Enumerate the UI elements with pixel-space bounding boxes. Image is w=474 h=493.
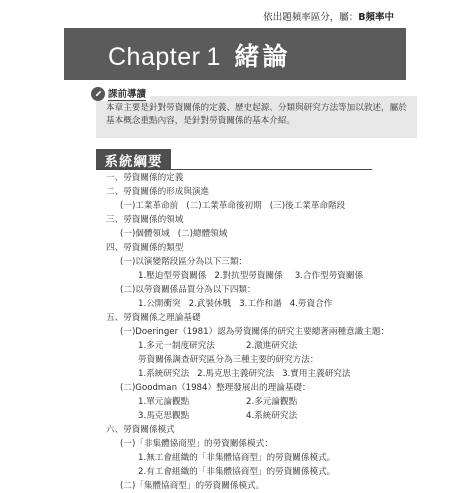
list-item: 1.單元論觀點 2.多元論觀點 (138, 397, 298, 407)
list-item: (一)「非集體協商型」的勞資關係模式： (120, 439, 273, 449)
frequency-note (263, 9, 394, 23)
chapter-title (108, 37, 290, 73)
chapter-banner (64, 28, 406, 80)
list-item: (二)「集體協商型」的勞資關係模式。 (120, 481, 265, 491)
outline-divider (96, 169, 372, 170)
chapter-word: Chapter (108, 43, 201, 71)
list-item: 1.壓迫型勞資關係 2.對抗型勞資關係 3.合作型勞資關係 (138, 271, 364, 281)
pencil-icon (91, 87, 105, 101)
list-item: 1.公開衝突 2.武裝休戰 3.工作和諧 4.勞資合作 (138, 299, 333, 309)
list-item: 一、勞資關係的定義 (106, 173, 184, 183)
outline-title: 系統綱要 (96, 149, 171, 170)
list-item: 二、勞資關係的形成與演進 (106, 187, 210, 197)
outline-list (106, 171, 396, 493)
list-item: 五、勞資關係之理論基礎 (106, 313, 201, 323)
list-item: 勞資關係調查研究區分為三種主要的研究方法： (138, 355, 319, 365)
list-item: 2.有工會組織的「非集體協商型」的勞資關係模式。 (138, 467, 336, 477)
list-item: (一)以演變階段區分為以下三類： (120, 257, 248, 267)
list-item: 三、勞資關係的領域 (106, 215, 184, 225)
preview-header (91, 86, 150, 101)
list-item: (二)以勞資關係品質分為以下四類： (120, 285, 256, 295)
frequency-prefix: 依出題頻率區分，屬： (263, 12, 359, 23)
preview-text: 本章主要是針對勞資關係的定義、歷史起源、分類與研究方法等加以敘述，屬於基本概念重點內容，是針對勞資關係的基本介紹。 (106, 103, 407, 126)
list-item: (一)個體領域 (二)總體領域 (120, 229, 228, 239)
list-item: 3.馬克思觀點 4.系統研究法 (138, 411, 298, 421)
list-item: (一)工業革命前 (二)工業革命後初期 (三)後工業革命階段 (120, 201, 346, 211)
preview-label: 課前導讀 (108, 86, 146, 101)
list-item: 四、勞資關係的類型 (106, 243, 184, 253)
chapter-name: 緒論 (234, 42, 291, 71)
list-item: (二)Goodman（1984）整理發展出的理論基礎： (120, 383, 311, 393)
list-item: 六、勞資關係模式 (106, 425, 175, 435)
chapter-number: 1 (206, 43, 221, 71)
list-item: (一)Doeringer（1981）認為勞資關係的研究主要總著兩種意識主題： (120, 327, 390, 337)
list-item: 1.系統研究法 2.馬克思主義研究法 3.實用主義研究法 (138, 369, 351, 379)
list-item: 1.無工會組織的「非集體協商型」的勞資關係模式。 (138, 453, 336, 463)
preview-box (96, 96, 417, 138)
frequency-value: B頻率中 (358, 12, 394, 23)
list-item: 1.多元一制度研究法 2.激進研究法 (138, 341, 298, 351)
